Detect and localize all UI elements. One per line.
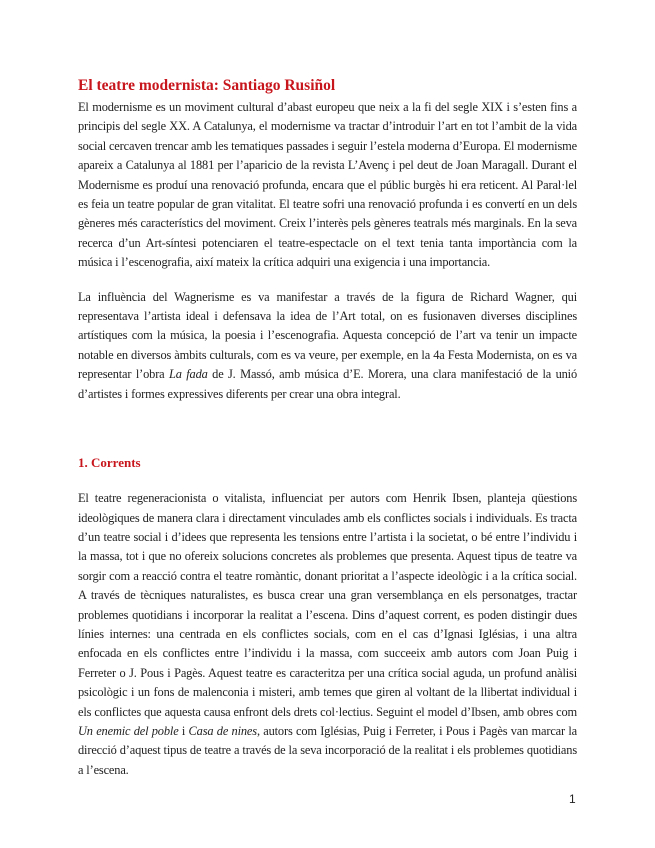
work-title: Un enemic del poble: [78, 723, 179, 738]
paragraph-text: de J. Massó, amb música d’E. Morera, una clara manifestació de la unió d’artistes i formes expressives diferents per crear una obra integral.: [78, 367, 577, 401]
document-title: El teatre modernista: Santiago Rusiñol: [78, 77, 336, 94]
paragraph-intro: El modernisme es un moviment cultural d’abast europeu que neix a la fi del segle XIX i s’esten fins a principis del segle XX. A Catalunya, el modernisme va tractar d’introduir l’art en tot l’ambit de la vida social cercaven trencar amb les tematiques passades i seguir l’estela moderna d’Europa. El modernisme apareix a Catalunya al 1881 per l’aparicio de la revista L’Avenç i pel deut de Joan Maragall. Durant el Modernisme es produí una renovació profunda, encara que el públic burgès hi era reticent. Al Paral·lel es feia un teatre popular de gran vitalitat. El teatre sofri una renovació profunda i es convertí en un dels gèneres més característics del moviment. Creix l’interès pels gèneres teatrals més marginals. En la seva recerca d’un Art-síntesi potenciaren el teatre-espectacle on el text tenia tanta importància com la música i l’escenografia, així mateix la crítica adquiri una exigencia i una importancia.: [78, 100, 577, 270]
document-page: [78, 76, 577, 780]
paragraph-text: La influència del Wagnerisme es va manifestar a través de la figura de Richard Wagner, qui representava l’artista ideal i defensava la idea de l’Art total, on es fusionaven diverses disciplines artístiques com la música, la poesia i l’escenografia. Aquesta concepció de l’art va tenir un impacte notable en diversos àmbits culturals, com es va veure, per exemple, en la 4a Festa Modernista, on es va representar l’obra: [78, 289, 577, 382]
page-number: 1: [569, 792, 576, 806]
paragraph-wagnerisme: [78, 288, 577, 404]
work-title: La fada: [169, 367, 208, 382]
section-heading: 1. Corrents: [78, 455, 141, 471]
paragraph-text: El teatre regeneracionista o vitalista, influenciat per autors com Henrik Ibsen, planteja qüestions ideològiques de manera clara i directament vinculades amb els conflictes socials i individuals. Es tracta d’un teatre social i d’idees que representa les tensions entre l’artista i la societat, o bé entre l’individu i la massa, tot i que no ofereix solucions concretes als problemes que presenta. Aquest tipus de teatre va sorgir com a reacció contra el teatre romàntic, donant prioritat a l’aspecte ideològic i a la crítica social. A través de tècniques naturalistes, es busca crear una gran versemblança en els personatges, tractar problemes quotidians i incorporar la realitat a l’escena. Dins d’aquest corrent, es poden distingir dues línies internes: una centrada en els conflictes socials, com en el cas d’Ignasi Iglésias, i una altra enfocada en els conflictes entre l’individu i la massa, com succeeix amb autors com Joan Puig i Ferreter o J. Pous i Pagès. Aquest teatre es caracteritza per una crítica social aguda, un profund anàlisi psicològic i un fons de malenconia i misteri, amb temes que giren al voltant de la llibertat individual i els conflictes que aquesta causa enfront dels drets col·lectius. Seguint el model d’Ibsen, amb obres com: [78, 491, 577, 719]
paragraph-corrents: [78, 489, 577, 780]
paragraph-text: i: [178, 723, 189, 738]
work-title: Casa de nines: [188, 723, 257, 738]
paragraph-text: , autors com Iglésias, Puig i Ferreter, i Pous i Pagès van marcar la direcció d’aquest tipus de teatre a través de la seva incorporació de la realitat i els problemes quotidians a l’escena.: [78, 723, 577, 777]
